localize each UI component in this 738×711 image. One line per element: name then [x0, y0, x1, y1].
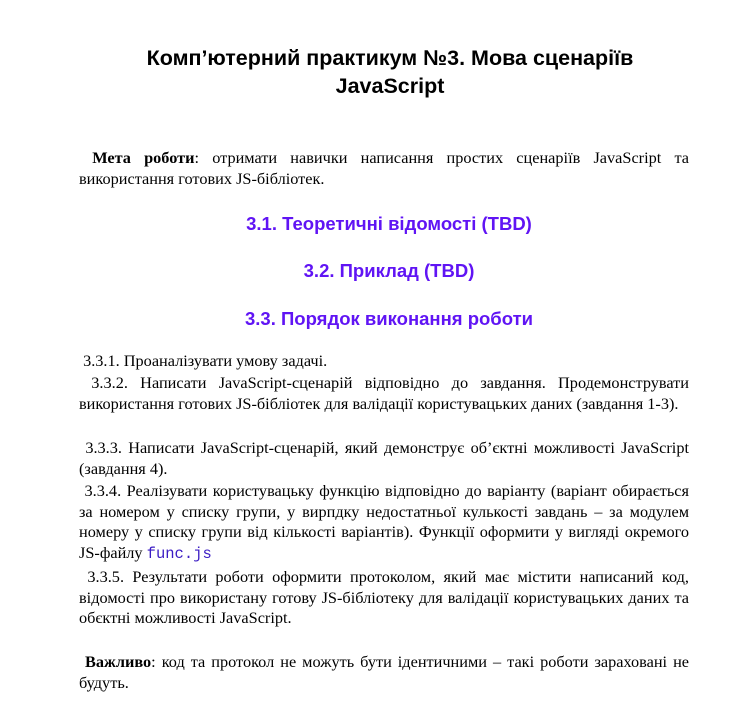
- title-line-1: Комп’ютерний практикум №3. Мова сценаріїв: [146, 46, 634, 70]
- important-label: Важливо: [85, 652, 152, 671]
- step-3-3-4-text: 3.3.4. Реалізувати користувацьку функцію відповідно до варіанту (варіант обирається за номером у списку групи, у вирпдку недостатньої кулькості завдань – за модулем номеру у списку групи від кількості варіантів). Функції оформити у вигляді окремого JS-файлу: [79, 481, 689, 562]
- goal-paragraph: [79, 148, 689, 189]
- title-line-2: JavaScript: [335, 74, 445, 98]
- step-3-3-2: [79, 373, 689, 414]
- document-title: [100, 44, 680, 100]
- goal-text: : отримати навички написання простих сценаріїв JavaScript та використання готових JS-бібліотек.: [79, 148, 689, 188]
- step-3-3-1-text: 3.3.1. Проаналізувати умову задачі.: [83, 351, 328, 370]
- step-3-3-5-text: 3.3.5. Результати роботи оформити протоколом, який має містити написаний код, відомості про використану готову JS-бібліотеку для валідації користувацьких даних та обєктні можливості JavaScript.: [79, 567, 689, 627]
- important-paragraph: [79, 652, 689, 693]
- step-3-3-2-text: 3.3.2. Написати JavaScript-сценарій відповідно до завдання. Продемонструвати використання готових JS-бібліотек для валідації користувацьких даних (завдання 1-3).: [79, 373, 689, 413]
- section-heading-procedure: 3.3. Порядок виконання роботи: [245, 308, 533, 329]
- section-heading-example: 3.2. Приклад (TBD): [303, 260, 475, 281]
- step-3-3-5: [79, 567, 689, 629]
- important-text: : код та протокол не можуть бути ідентичними – такі роботи зараховані не будуть.: [79, 652, 690, 692]
- code-filename: func.js: [146, 544, 212, 563]
- goal-label: Мета роботи: [92, 148, 195, 167]
- section-heading-theory: 3.1. Теоретичні відомості (TBD): [246, 213, 532, 234]
- step-3-3-3-text: 3.3.3. Написати JavaScript-сценарій, який демонструє об’єктні можливості JavaScript (завдання 4).: [79, 438, 689, 478]
- step-3-3-1: [79, 351, 689, 372]
- step-3-3-4: [79, 481, 689, 564]
- step-3-3-3: [79, 438, 689, 479]
